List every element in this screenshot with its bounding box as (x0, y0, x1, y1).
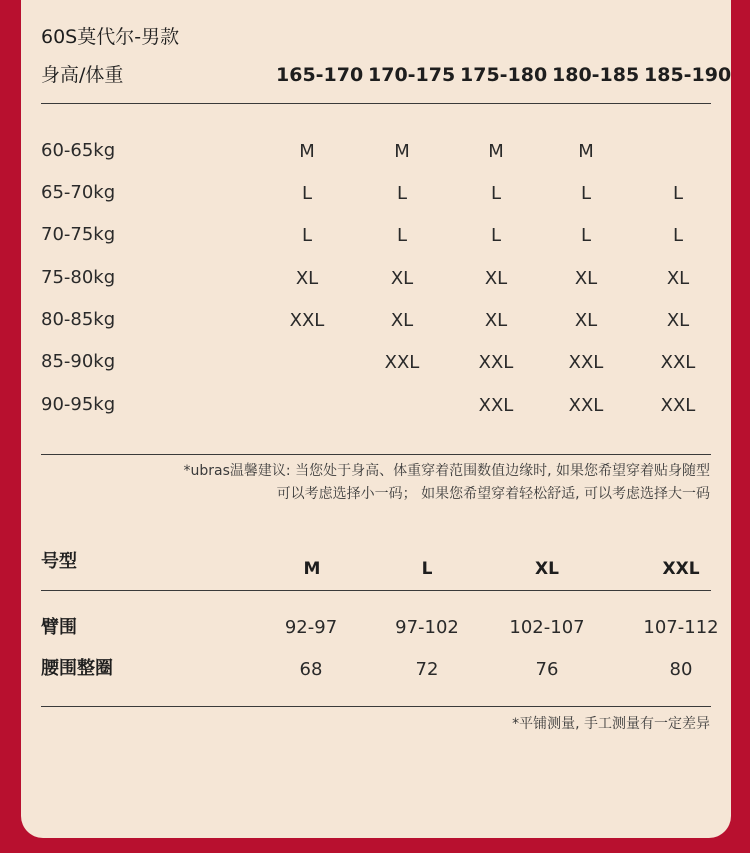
size-cell: M (488, 141, 504, 162)
size-cell: XL (295, 268, 319, 289)
size-cell: L (672, 225, 684, 246)
table2-corner-label: 号型 (41, 551, 77, 572)
measurement-value: 68 (299, 659, 323, 680)
measurement-value: 80 (669, 659, 693, 680)
size-cell: XL (666, 268, 690, 289)
size-cell: XXL (568, 352, 604, 373)
weight-label: 65-70kg (41, 182, 116, 203)
size-cell: XXL (384, 352, 420, 373)
size-header: XXL (662, 559, 700, 579)
size-cell: XL (574, 310, 598, 331)
size-header: M (303, 559, 321, 579)
measurement-value: 72 (415, 659, 439, 680)
size-cell: L (301, 183, 313, 204)
size-cell: XL (666, 310, 690, 331)
size-cell: XXL (568, 395, 604, 416)
weight-label: 75-80kg (41, 267, 116, 288)
size-cell: M (578, 141, 594, 162)
size-cell: XXL (289, 310, 325, 331)
measurement-value: 102-107 (509, 617, 585, 638)
height-header: 170-175 (368, 64, 456, 86)
weight-label: 80-85kg (41, 309, 116, 330)
fit-advice-note: 可以考虑选择小一码； 如果您希望穿着轻松舒适, 可以考虑选择大一码 (276, 486, 710, 502)
size-cell: XL (390, 310, 414, 331)
height-header: 165-170 (276, 64, 364, 86)
size-cell: XXL (660, 395, 696, 416)
size-cell: L (396, 225, 408, 246)
weight-label: 70-75kg (41, 224, 116, 245)
weight-label: 60-65kg (41, 140, 116, 161)
divider (41, 706, 711, 707)
size-cell: XXL (478, 395, 514, 416)
size-cell: XL (484, 268, 508, 289)
size-cell: L (396, 183, 408, 204)
measurement-value: 107-112 (643, 617, 719, 638)
size-header: L (421, 559, 433, 579)
weight-label: 90-95kg (41, 394, 116, 415)
size-cell: L (672, 183, 684, 204)
divider (41, 590, 711, 591)
measurement-value: 76 (535, 659, 559, 680)
measurement-value: 97-102 (395, 617, 459, 638)
measurement-note: *平铺测量, 手工测量有一定差异 (512, 716, 710, 732)
size-cell: M (394, 141, 410, 162)
measurement-label: 臂围 (41, 617, 77, 638)
size-cell: XXL (660, 352, 696, 373)
divider (41, 103, 711, 104)
size-cell: L (580, 183, 592, 204)
size-chart-card (21, 0, 731, 838)
size-cell: L (580, 225, 592, 246)
size-header: XL (535, 559, 559, 579)
height-header: 180-185 (552, 64, 640, 86)
size-cell: XL (574, 268, 598, 289)
measurement-value: 92-97 (284, 617, 338, 638)
size-cell: M (299, 141, 315, 162)
size-cell: XL (390, 268, 414, 289)
measurement-label: 腰围整圈 (41, 658, 113, 679)
height-header: 175-180 (460, 64, 548, 86)
table1-corner-label: 身高/体重 (41, 64, 124, 86)
fit-advice-note: *ubras温馨建议: 当您处于身高、体重穿着范围数值边缘时, 如果您希望穿着贴身随型 (183, 463, 710, 479)
weight-label: 85-90kg (41, 351, 116, 372)
size-cell: L (490, 225, 502, 246)
size-cell: L (301, 225, 313, 246)
size-cell: XL (484, 310, 508, 331)
page-title: 60S莫代尔-男款 (41, 26, 180, 48)
size-cell: XXL (478, 352, 514, 373)
divider (41, 454, 711, 455)
height-header: 185-190 (644, 64, 732, 86)
size-cell: L (490, 183, 502, 204)
